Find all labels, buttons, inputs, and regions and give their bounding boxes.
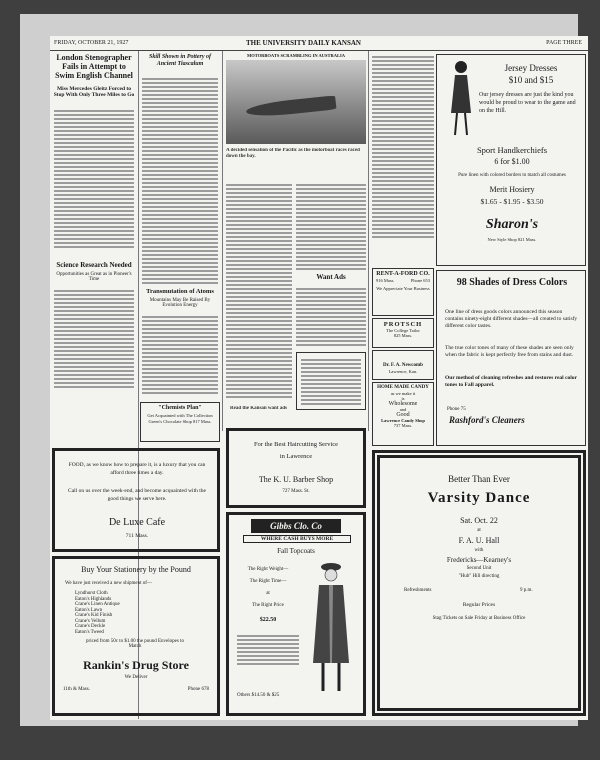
pottery-body: [142, 76, 218, 286]
ford-phone: Phone 653: [410, 277, 430, 283]
dance-at: at: [477, 528, 481, 533]
page-header: [50, 36, 588, 51]
classified-top: [296, 182, 366, 272]
candy-line1: as we make it: [390, 390, 416, 396]
dance-stag: Stag Tickets on Sale Friday at Business Office: [432, 616, 526, 621]
rankins-item-list: [75, 591, 120, 635]
ford-headline: RENT-A-FORD CO.: [376, 271, 430, 277]
sharons-ad4-price: $1.65 - $1.95 - $3.50: [480, 197, 544, 206]
dance-band: Fredericks—Kearney's: [446, 556, 512, 564]
dance-with: with: [474, 548, 484, 553]
want-ads-body: [296, 286, 366, 348]
story1-subhead: Miss Mercedes Gleitz Forced to Stop With Only Three Miles to Go: [53, 86, 135, 98]
photo-title: MOTORBOATS SCRAMBLING IN AUSTRALIA: [247, 53, 345, 58]
sharons-ad: [436, 54, 586, 266]
dance-refreshments: Refreshments: [404, 588, 432, 593]
story2-subhead: Opportunities as Great as in Pioneer's Time: [56, 272, 132, 282]
sharons-copy: Our jersey dresses are just the kind you would be proud to wear to the game and on the Hill.: [479, 92, 576, 114]
candy-ad: [372, 382, 434, 446]
dance-prices: Regular Prices: [462, 602, 496, 608]
candy-line2: is: [401, 395, 405, 401]
candy-address: 737 Mass.: [393, 422, 413, 428]
column-rule: [222, 51, 223, 431]
sharons-ad2: Sport Handkerchiefs: [476, 145, 548, 155]
gibbs-ad: [226, 512, 366, 716]
dentist-city: Lawrence, Kan.: [388, 368, 418, 374]
rankins-item: Crane's Vellum: [75, 618, 106, 624]
story2-body: [54, 288, 134, 388]
gibbs-logo: Gibbs Clo. Co: [251, 519, 341, 533]
cleaners-logo: Rashford's Cleaners: [449, 415, 525, 425]
deluxe-line1: FOOD, as we know how to prepare it, is a luxury that you can afford three times a day.: [68, 462, 206, 476]
small-box-ad: [296, 352, 366, 410]
dance-time: 9 p.m.: [520, 588, 533, 593]
col2b-body: [226, 182, 292, 402]
gibbs-line1: The Right Weight—: [247, 567, 289, 572]
sharons-ad4: Merit Hosiery: [489, 185, 535, 194]
rankins-item: Eaton's Lawn: [75, 607, 103, 613]
barber-line2: in Lawrence: [279, 453, 313, 460]
dance-top: Better Than Ever: [448, 474, 510, 484]
rankins-address: 11th & Mass.: [63, 687, 90, 692]
gibbs-price: $22.50: [259, 617, 277, 623]
deluxe-cafe-ad: [52, 448, 220, 552]
sharons-logo: Sharon's: [485, 217, 539, 232]
gibbs-others: Others $14.50 & $25: [237, 693, 280, 698]
protsch-tagline: The College Tailor: [386, 328, 420, 334]
cleaners-title: 98 Shades of Dress Colors: [456, 277, 568, 288]
candy-headline: HOME MADE CANDY: [377, 385, 429, 390]
candy-line5: Good: [396, 411, 410, 418]
rankins-ad: [52, 556, 220, 716]
varsity-dance-ad: [372, 450, 586, 716]
want-ads-tagline: Read the Kansan want ads: [230, 406, 287, 411]
gibbs-title: Fall Topcoats: [277, 547, 315, 555]
story3-body: [142, 314, 218, 394]
sharons-ad2-price: 6 for $1.00: [494, 157, 530, 166]
rankins-price: priced from 50c to $1.00 the pound Envelopes to Match: [86, 639, 184, 649]
photo-caption: A decided sensation of the Pacific as the motorboat races raced down the bay.: [226, 148, 360, 159]
story1-headline: London Stenographer Fails in Attempt to Swim English Channel: [55, 53, 133, 80]
candy-line4: and: [399, 406, 407, 412]
boat-shape: [246, 95, 337, 118]
want-ads-headline: Want Ads: [316, 273, 346, 281]
sharons-ad1: Jersey Dresses: [504, 63, 558, 73]
chemists-title: "Chemists Plan": [158, 405, 202, 411]
dance-date: Sat. Oct. 22: [460, 516, 498, 525]
sharons-logo-sub: New Style Shop 821 Mass.: [487, 237, 537, 242]
ford-tagline: We Appreciate Your Business: [376, 285, 430, 291]
motorboat-photo: [226, 60, 366, 144]
deluxe-address: 711 Mass.: [125, 533, 149, 539]
dentist-ad: [372, 350, 434, 380]
protsch-ad: [372, 318, 434, 348]
rankins-item: Eaton's Highlands: [75, 596, 112, 602]
column-rule: [368, 51, 369, 431]
chemists-body: Get Acquainted with The Collection Green's Chocolate Shop 817 Mass.: [147, 413, 213, 424]
gibbs-line2: The Right Time—: [249, 579, 287, 584]
pottery-headline: Skill Shown in Pottery of Ancient Tiascalum: [148, 54, 211, 67]
classified-right: [372, 54, 434, 244]
rankins-item: Lyndhurst Cloth: [75, 591, 108, 596]
header-date: FRIDAY, OCTOBER 21, 1927: [54, 40, 129, 46]
story1-body: [54, 108, 134, 248]
cleaners-body2: The true color tones of many of these shades are seen only when the fabric is kept perfectly free from stains and dust.: [445, 345, 574, 358]
barber-address: 727 Mass. St.: [282, 489, 310, 494]
gibbs-line4: The Right Price: [252, 603, 284, 608]
ford-address: 916 Mass.: [376, 277, 395, 283]
rankins-tagline: We Deliver: [124, 675, 148, 680]
barber-line1: For the Best Haircutting Service: [253, 441, 339, 448]
story2-headline: Science Research Needed: [56, 261, 132, 269]
candy-line3: Wholesome: [388, 400, 418, 407]
newspaper-page: [50, 36, 588, 720]
rankins-item: Crane's Kid Finish: [75, 613, 113, 618]
dance-hall: F. A. U. Hall: [458, 536, 500, 545]
cleaners-ad: [436, 270, 586, 446]
rankins-intro: We have just received a new shipment of—: [65, 581, 152, 586]
barber-ad: [226, 428, 366, 508]
story3-subhead: Mountains May Be Raised By Evolution Energy: [149, 298, 211, 308]
chemists-ad: [140, 402, 220, 442]
candy-name: Lawrence Candy Shop: [381, 417, 425, 423]
header-paper: THE UNIVERSITY DAILY KANSAN: [246, 39, 361, 47]
deluxe-line2: Call on us over the week-end, and become acquainted with the good things we serve here.: [68, 488, 206, 502]
rankins-name: Rankin's Drug Store: [83, 658, 189, 672]
dentist-name: Dr. F. A. Newcomb: [383, 363, 423, 368]
microfilm-sheet: [20, 14, 582, 726]
rankins-item: Crane's Deckle: [75, 624, 106, 629]
gibbs-tagline: WHERE CASH BUYS MORE: [243, 535, 351, 543]
dance-floor: Second Unit: [466, 566, 492, 571]
cleaners-phone: Phone 75: [447, 407, 466, 412]
cleaners-body1: One line of dress goods colors announced this season contains ninety-eight different shades—all created to satisfy different color tastes.: [445, 309, 578, 329]
flapper-figure-icon: [443, 57, 479, 137]
ford-ad: [372, 268, 434, 316]
protsch-name: PROTSCH: [383, 321, 423, 328]
dance-director: "Hub" Hill directing: [458, 574, 500, 579]
protsch-address: 825 Mass.: [393, 333, 413, 339]
rankins-item: Eaton's Tweed: [75, 629, 104, 635]
topcoat-man-figure-icon: [309, 559, 357, 699]
story3-headline: Transmutation of Atoms: [146, 288, 214, 295]
deluxe-name: De Luxe Cafe: [108, 517, 166, 528]
header-page: PAGE THREE: [546, 40, 582, 46]
rankins-phone: Phone 678: [187, 687, 209, 692]
dance-title: Varsity Dance: [427, 490, 531, 506]
rankins-item: Crane's Linen Antique: [75, 602, 120, 607]
gibbs-line3: at: [266, 591, 270, 596]
gibbs-copy: [237, 633, 299, 673]
rankins-title: Buy Your Stationery by the Pound: [81, 565, 191, 574]
cleaners-body3: Our method of cleaning refreshes and restores real color tones to Fall apparel.: [445, 375, 577, 388]
barber-name: The K. U. Barber Shop: [258, 475, 334, 484]
sharons-ad1-price: $10 and $15: [508, 75, 554, 85]
sharons-ad3: Pure linen with colored borders to match all costumes: [458, 173, 566, 178]
